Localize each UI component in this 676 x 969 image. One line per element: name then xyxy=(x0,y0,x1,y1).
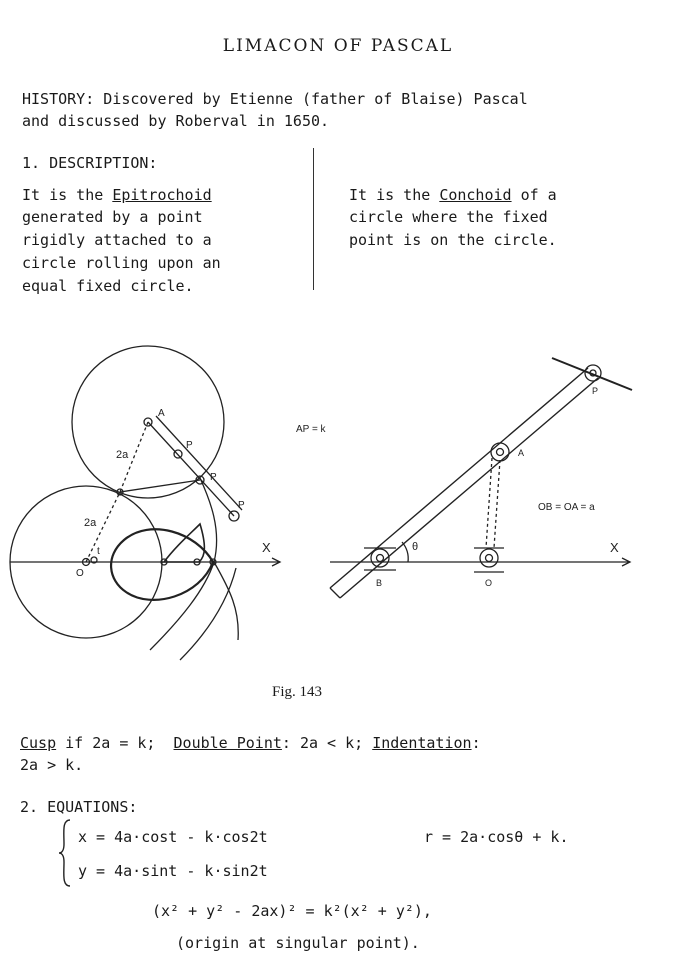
label-2a-lower: 2a xyxy=(84,517,97,529)
equations-heading: 2. EQUATIONS: xyxy=(20,798,138,816)
polar-equation: r = 2a·cosθ + k. xyxy=(424,828,569,846)
left-line1-prefix: It is the xyxy=(22,186,113,204)
label-P-right: P xyxy=(592,386,599,396)
label-P-3: P xyxy=(238,500,245,511)
double-point-condition: : 2a < k; xyxy=(281,734,373,752)
trace-curve-1 xyxy=(150,478,217,650)
cusp-term: Cusp xyxy=(20,734,57,752)
point-O-dot xyxy=(486,555,493,562)
conchoid-bar-upper xyxy=(340,378,598,598)
bar-end xyxy=(330,588,340,598)
double-point-term: Double Point xyxy=(173,734,282,752)
conchoid-term: Conchoid xyxy=(439,186,512,204)
label-P-1: P xyxy=(186,440,193,451)
point-A-ring xyxy=(491,443,509,461)
label-O-left: O xyxy=(76,568,84,579)
indentation-term: Indentation xyxy=(372,734,472,752)
trace-curve-2 xyxy=(180,568,236,660)
label-theta: θ xyxy=(412,541,419,553)
label-AP-k: AP = k xyxy=(296,424,326,435)
description-left-line-5: equal fixed circle. xyxy=(22,277,194,295)
cartesian-equation: (x² + y² - 2ax)² = k²(x² + y²), xyxy=(152,902,432,920)
indentation-colon: : xyxy=(471,734,481,752)
description-right-line-2: circle where the fixed xyxy=(349,208,548,226)
column-divider xyxy=(313,148,314,290)
figure-143 xyxy=(0,330,676,670)
epitrochoid-term: Epitrochoid xyxy=(112,186,212,204)
dashed-AO-2 xyxy=(494,460,500,548)
cusp-line-2: 2a > k. xyxy=(20,756,84,774)
description-right-line-1 xyxy=(349,184,557,206)
label-A-right: A xyxy=(518,448,525,458)
description-left-line-2: generated by a point xyxy=(22,208,203,226)
description-left-line-1 xyxy=(22,184,212,206)
label-OB-OA-a: OB = OA = a xyxy=(538,502,595,513)
label-X-left: X xyxy=(262,540,271,555)
figure-caption: Fig. 143 xyxy=(272,684,323,700)
rod-line-1 xyxy=(148,422,234,516)
description-right-line-3: point is on the circle. xyxy=(349,231,557,249)
parametric-y-equation: y = 4a·sint - k·sin2t xyxy=(78,862,268,880)
parametric-x-equation: x = 4a·cost - k·cos2t xyxy=(78,828,268,846)
description-left-line-4: circle rolling upon an xyxy=(22,254,221,272)
origin-note: (origin at singular point). xyxy=(176,934,420,952)
label-t: t xyxy=(97,546,100,557)
label-O-right: O xyxy=(485,578,493,588)
label-P-2: P xyxy=(210,472,217,483)
right-line1-suffix: of a xyxy=(511,186,557,204)
label-X-right: X xyxy=(610,540,619,555)
point-B-dot xyxy=(377,555,384,562)
description-left-line-3: rigidly attached to a xyxy=(22,231,212,249)
limacon-inner-loop xyxy=(164,524,204,562)
label-A-left: A xyxy=(158,408,165,419)
point-O-ring xyxy=(480,549,498,567)
equation-brace xyxy=(58,818,72,888)
page-title: LIMACON OF PASCAL xyxy=(222,36,454,56)
rod-line-2 xyxy=(156,416,242,510)
label-2a-upper: 2a xyxy=(116,449,129,461)
description-heading: 1. DESCRIPTION: xyxy=(22,154,158,172)
conchoid-bar-lower xyxy=(330,368,588,588)
history-line-1: HISTORY: Discovered by Etienne (father of Blaise) Pascal xyxy=(22,90,528,108)
cusp-line-1 xyxy=(20,732,481,754)
history-line-2: and discussed by Roberval in 1650. xyxy=(22,112,330,130)
label-B: B xyxy=(376,578,383,588)
point-A-dot xyxy=(497,449,504,456)
right-line1-prefix: It is the xyxy=(349,186,440,204)
cusp-condition: if 2a = k; xyxy=(56,734,174,752)
